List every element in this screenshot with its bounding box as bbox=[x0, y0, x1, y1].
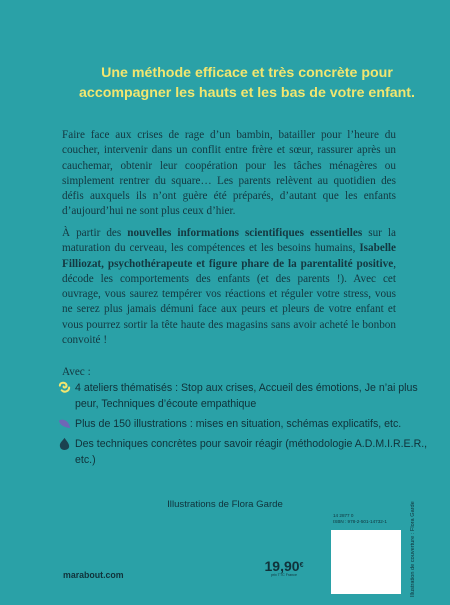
para-bold-1: nouvelles informations scientifiques essentielles bbox=[127, 227, 363, 239]
intro-paragraph: Faire face aux crises de rage d’un bambin, batailler pour l’heure du coucher, intervenir dans un conflit entre frère et sœur, rassurer après un cauchemar, obtenir leur coopération pour les tâches ménagères ou simplement rentrer du square… Les parents relèvent au quotidien des défis auxquels ils n’ont guère été préparés, d’autant que les enfants d’aujourd’hui ne sont plus ceux d’hier. bbox=[62, 129, 396, 218]
list-item-text: Plus de 150 illustrations : mises en situation, schémas explicatifs, etc. bbox=[75, 418, 402, 430]
avec-label: Avec : bbox=[62, 366, 91, 378]
para-text-2: sur la maturation du cerveau, les compétences et les besoins humains, bbox=[62, 227, 396, 255]
purple-leaf-icon bbox=[58, 417, 71, 430]
dark-drop-icon bbox=[58, 437, 71, 450]
headline-line-1: Une méthode efficace et très concrète pour bbox=[101, 65, 393, 81]
price-tag bbox=[264, 559, 304, 578]
list-item-text: Des techniques concrètes pour savoir réagir (méthodologie A.D.M.I.R.E.R., etc.) bbox=[75, 438, 428, 466]
list-item bbox=[58, 416, 438, 432]
illustration-credit: Illustrations de Flora Garde bbox=[167, 499, 283, 510]
barcode-area bbox=[331, 530, 401, 594]
publisher-logo: marabout.com bbox=[63, 570, 124, 580]
para-bold-2: Isabelle Filliozat, psychothérapeute et figure phare de la parentalité positive bbox=[62, 242, 396, 270]
list-item-text: 4 ateliers thématisés : Stop aux crises, Accueil des émotions, Je n’ai plus peur, Techniques d’écoute empathique bbox=[75, 382, 418, 410]
para-text-1: À partir des bbox=[62, 227, 128, 239]
price-amount: 19,90€ bbox=[264, 558, 304, 574]
isbn-code: 14 2877 0 bbox=[333, 513, 354, 518]
yellow-swirl-icon bbox=[58, 381, 71, 394]
cover-credit: Illustration de couverture : Flora Garde bbox=[410, 501, 416, 597]
features-list bbox=[58, 380, 438, 472]
headline bbox=[62, 63, 432, 103]
list-item bbox=[58, 380, 438, 412]
isbn-block bbox=[333, 513, 387, 525]
price-note: prix TTC France bbox=[271, 573, 297, 577]
list-item bbox=[58, 436, 438, 468]
main-paragraph bbox=[62, 226, 396, 348]
headline-line-2: accompagner les hauts et les bas de votre enfant. bbox=[79, 85, 415, 101]
para-text-3: , décode les comportements des enfants (et des parents !). Avec cet ouvrage, vous saurez tempérer vos réactions et réguler votre stress, vous ne serez plus jamais démuni face aux peurs et pleurs de votre enfant et vous pourrez sortir la tête haute des magasins sans avoir acheté le bonbon convoité ! bbox=[62, 257, 396, 347]
isbn-number: ISBN : 978-2-501-14732-1 bbox=[333, 519, 387, 524]
